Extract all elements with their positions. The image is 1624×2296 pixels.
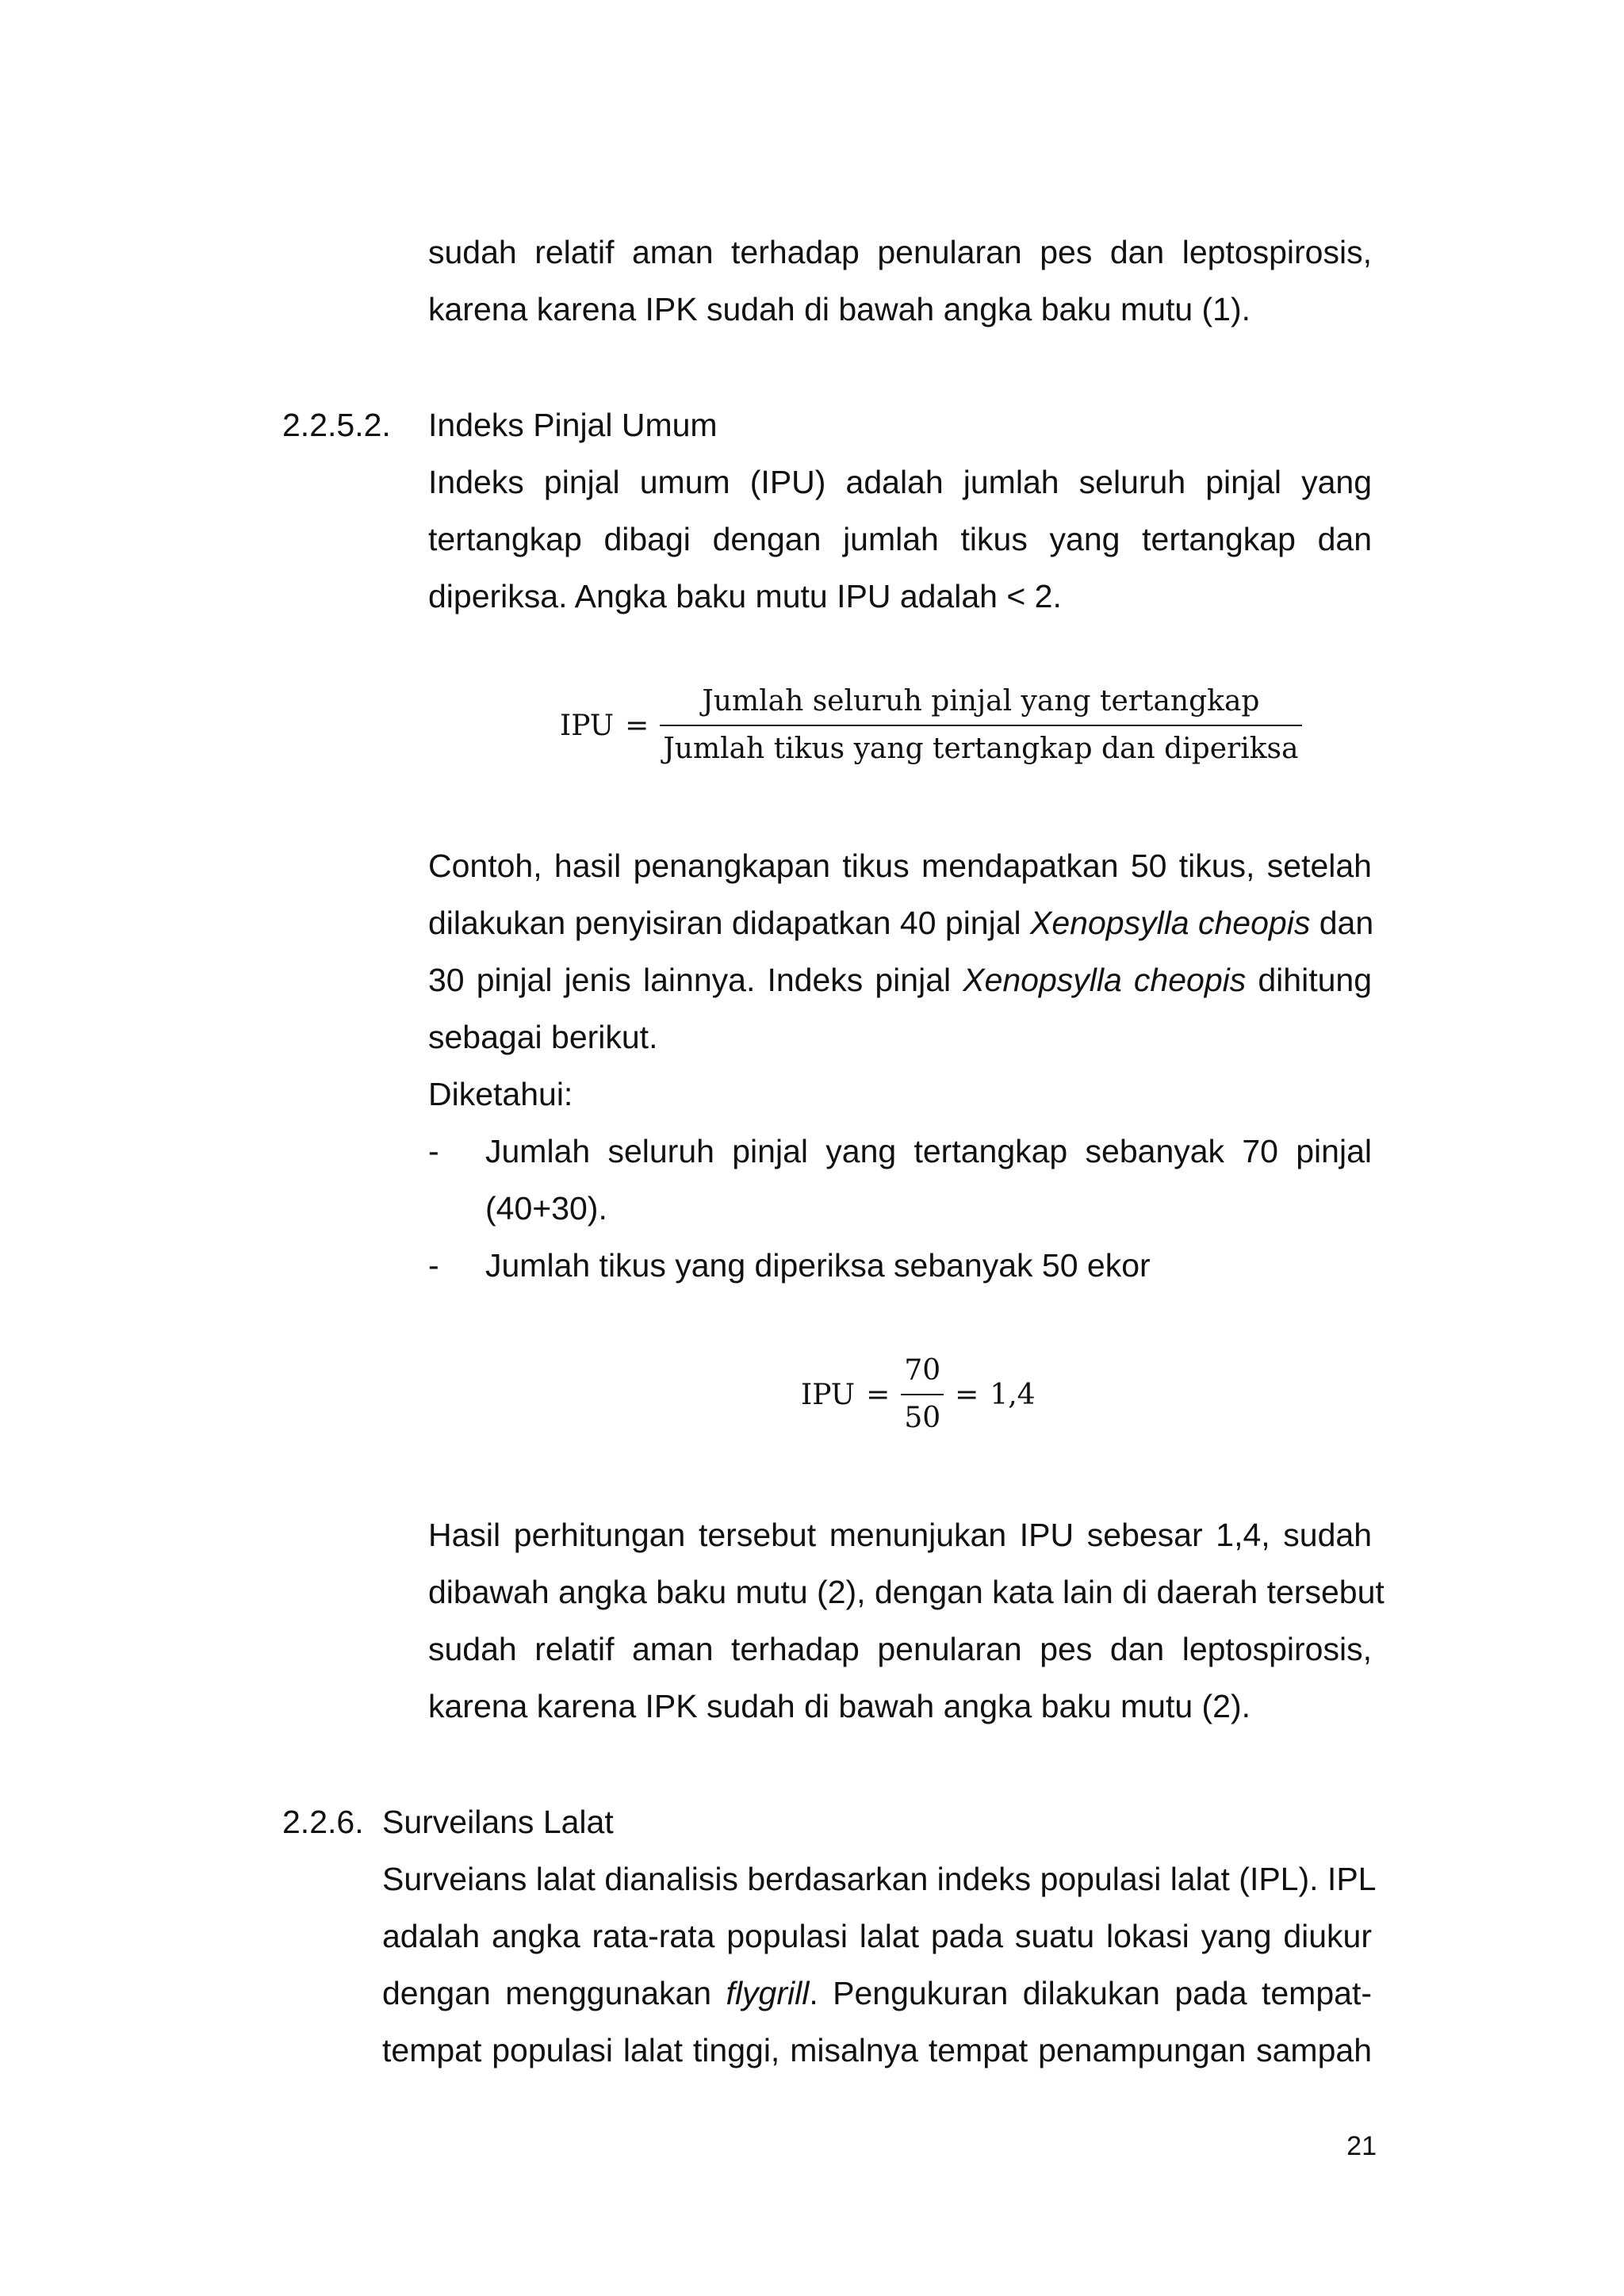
- definition-paragraph: [428, 453, 1372, 625]
- bullet-dash: -: [428, 1247, 439, 1284]
- section-number: 2.2.5.2.: [282, 407, 391, 443]
- page-number: 21: [1346, 2131, 1377, 2161]
- formula-fraction: [901, 1348, 944, 1441]
- fraction-denominator: 50: [901, 1394, 944, 1441]
- known-label: Diketahui:: [428, 1076, 573, 1112]
- ipu-formula: [560, 679, 1302, 772]
- bullet-dash: -: [428, 1133, 439, 1169]
- continuation-paragraph: [428, 224, 1372, 338]
- text-run: dihitung: [1246, 962, 1372, 998]
- italic-term: flygrill: [726, 1975, 810, 2011]
- equals-sign: =: [866, 1378, 891, 1411]
- surveilans-paragraph: [382, 1850, 1377, 2079]
- equals-sign: =: [625, 709, 649, 742]
- section-title: Surveilans Lalat: [382, 1804, 614, 1840]
- section-number: 2.2.6.: [282, 1804, 364, 1840]
- fraction-numerator: 70: [904, 1354, 941, 1387]
- paragraph-line: karena karena IPK sudah di bawah angka baku mutu (2).: [428, 1688, 1251, 1724]
- paragraph-line: Surveians lalat dianalisis berdasarkan indeks populasi lalat (IPL). IPL: [382, 1861, 1377, 1897]
- ipu-calculation: [801, 1348, 1036, 1441]
- text-run: dan: [1310, 905, 1374, 941]
- formula-fraction: [660, 679, 1301, 772]
- fraction-denominator: Jumlah tikus yang tertangkap dan diperiksa: [660, 725, 1301, 772]
- paragraph-line: dibawah angka baku mutu (2), dengan kata lain di daerah tersebut: [428, 1574, 1385, 1610]
- bullet-line: Jumlah seluruh pinjal yang tertangkap sebanyak 70 pinjal: [485, 1133, 1372, 1169]
- paragraph-line: [382, 1965, 1372, 2022]
- paragraph-line: [428, 894, 1372, 951]
- paragraph-line: diperiksa. Angka baku mutu IPU adalah < 2.: [428, 578, 1062, 614]
- bullet-line: Jumlah tikus yang diperiksa sebanyak 50 ekor: [485, 1247, 1151, 1284]
- paragraph-line: tertangkap dibagi dengan jumlah tikus yang tertangkap dan: [428, 521, 1372, 557]
- text-run: 30 pinjal jenis lainnya. Indeks pinjal: [428, 962, 963, 998]
- paragraph-line: Contoh, hasil penangkapan tikus mendapatkan 50 tikus, setelah: [428, 848, 1372, 884]
- formula-lhs: IPU: [560, 709, 615, 742]
- text-run: dengan menggunakan: [382, 1975, 726, 2011]
- paragraph-line: Indeks pinjal umum (IPU) adalah jumlah seluruh pinjal yang: [428, 464, 1372, 500]
- bullet-line: (40+30).: [485, 1190, 607, 1226]
- bullet-list: [428, 1123, 1372, 1294]
- fraction-numerator: Jumlah seluruh pinjal yang tertangkap: [702, 685, 1260, 718]
- paragraph-line: sudah relatif aman terhadap penularan pes dan leptospirosis,: [428, 234, 1372, 270]
- species-name: Xenopsylla cheopis: [1030, 905, 1311, 941]
- paragraph-line: karena karena IPK sudah di bawah angka baku mutu (1).: [428, 291, 1251, 327]
- paragraph-line: sudah relatif aman terhadap penularan pes dan leptospirosis,: [428, 1631, 1372, 1667]
- paragraph-line: [428, 951, 1372, 1008]
- text-run: dilakukan penyisiran didapatkan 40 pinjal: [428, 905, 1031, 941]
- paragraph-line: Hasil perhitungan tersebut menunjukan IPU sebesar 1,4, sudah: [428, 1517, 1372, 1553]
- species-name: Xenopsylla cheopis: [963, 962, 1247, 998]
- paragraph-line: sebagai berikut.: [428, 1019, 658, 1055]
- paragraph-line: adalah angka rata-rata populasi lalat pada suatu lokasi yang diukur: [382, 1918, 1372, 1954]
- paragraph-line: tempat populasi lalat tinggi, misalnya tempat penampungan sampah: [382, 2032, 1372, 2068]
- text-run: . Pengukuran dilakukan pada tempat-: [809, 1975, 1372, 2011]
- formula-lhs: IPU: [801, 1378, 856, 1411]
- example-paragraph: [428, 837, 1372, 1123]
- result-paragraph: [428, 1506, 1385, 1735]
- formula-result: 1,4: [990, 1378, 1036, 1411]
- section-title: Indeks Pinjal Umum: [428, 407, 718, 443]
- equals-sign: =: [955, 1378, 979, 1411]
